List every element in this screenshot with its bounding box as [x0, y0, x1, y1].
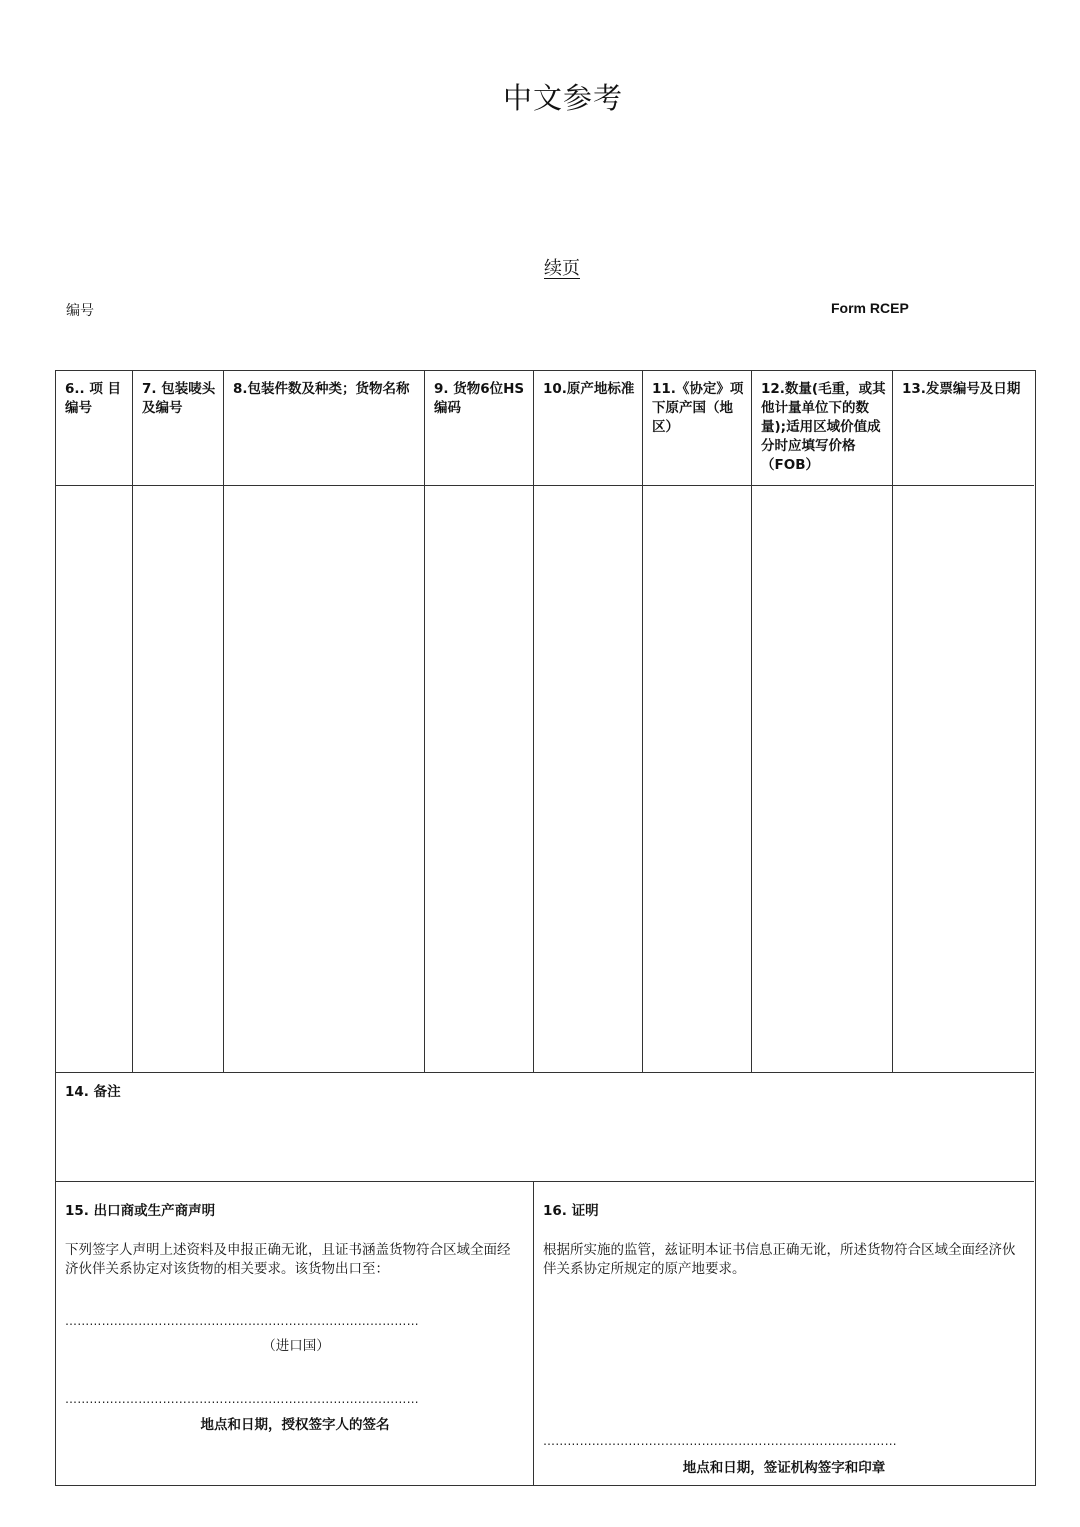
column-header-invoice: 13.发票编号及日期 — [902, 381, 1021, 397]
column-header-hs-code: 9. 货物6位HS编码 — [434, 381, 525, 416]
column-divider — [223, 370, 224, 1072]
column-divider — [642, 370, 643, 1072]
certificate-number-label: 编号 — [66, 303, 94, 319]
certification-signature-dotted-line: …………………………………………………………………………… — [543, 1434, 897, 1448]
column-divider — [533, 370, 534, 1072]
column-divider — [424, 370, 425, 1072]
certification-heading: 16. 证明 — [543, 1203, 599, 1219]
column-header-marks: 7. 包装唛头及编号 — [142, 381, 216, 416]
page-title: 中文参考 — [502, 81, 623, 115]
header-row-divider — [55, 485, 1034, 486]
column-header-item-number: 6.. 项 目编号 — [65, 381, 122, 416]
importing-country-caption: （进口国） — [262, 1338, 330, 1354]
certification-text: 根据所实施的监管，兹证明本证书信息正确无讹，所述货物符合区域全面经济伙伴关系协定所规定的原产地要求。 — [543, 1242, 1016, 1277]
column-divider — [892, 370, 893, 1072]
remarks-label: 14. 备注 — [65, 1084, 121, 1100]
bottom-section-divider — [533, 1181, 534, 1485]
column-divider — [132, 370, 133, 1072]
declaration-signature-caption: 地点和日期，授权签字人的签名 — [200, 1417, 390, 1433]
form-label: Form RCEP — [831, 300, 909, 316]
certification-signature-caption: 地点和日期，签证机构签字和印章 — [682, 1460, 886, 1476]
column-header-origin-criterion: 10.原产地标准 — [543, 381, 635, 397]
goods-section-divider — [55, 1072, 1034, 1073]
column-header-origin-country: 11.《协定》项下原产国（地区） — [652, 381, 744, 435]
declaration-heading: 15. 出口商或生产商声明 — [65, 1203, 216, 1219]
declaration-signature-dotted-line: …………………………………………………………………………… — [65, 1392, 419, 1406]
column-divider — [751, 370, 752, 1072]
importing-country-dotted-line: …………………………………………………………………………… — [65, 1314, 419, 1328]
declaration-text: 下列签字人声明上述资料及申报正确无讹，且证书涵盖货物符合区域全面经济伙伴关系协定对该货物的相关要求。该货物出口至： — [65, 1242, 511, 1277]
column-header-goods-description: 8.包装件数及种类；货物名称 — [233, 381, 410, 397]
remarks-section-divider — [55, 1181, 1034, 1182]
page-subtitle: 续页 — [544, 258, 580, 279]
column-header-quantity: 12.数量(毛重，或其他计量单位下的数量);适用区域价值成分时应填写价格（FOB） — [761, 381, 886, 473]
